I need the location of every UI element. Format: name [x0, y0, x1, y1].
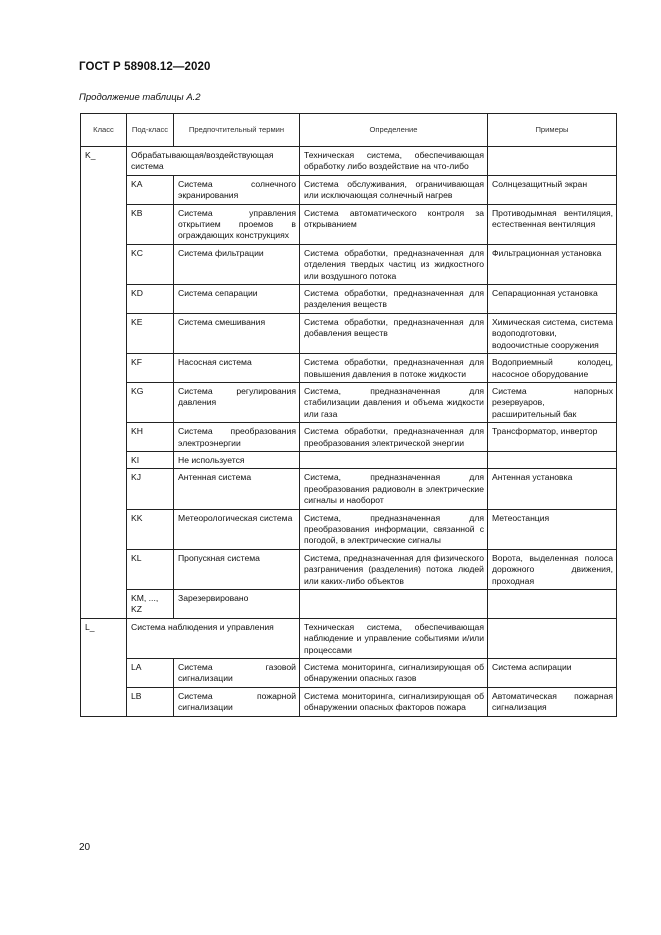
examples-cell: Система аспирации [488, 659, 617, 688]
subclass-code-cell: KA [127, 175, 174, 204]
definition-cell: Система обработки, предназначенная для повышения давления в потоке жидкости [300, 354, 488, 383]
definition-cell: Система обработки, предназначенная для отделения твердых частиц из жидкостного или воздушного потока [300, 244, 488, 284]
subclass-code-cell: KK [127, 509, 174, 549]
definition-cell: Система обработки, предназначенная для разделения веществ [300, 285, 488, 314]
table-row [81, 382, 617, 422]
class-group-row [81, 147, 617, 176]
term-cell: Система фильтрации [174, 244, 300, 284]
term-cell: Система сепарации [174, 285, 300, 314]
definition-cell: Система мониторинга, сигнализирующая об обнаружении опасных факторов пожара [300, 687, 488, 716]
table-row [81, 175, 617, 204]
definition-cell: Система, предназначенная для преобразования информации, связанной с погодой, в электрические сигналы [300, 509, 488, 549]
definition-cell [300, 590, 488, 619]
examples-cell: Фильтрационная установка [488, 244, 617, 284]
document-title: ГОСТ Р 58908.12—2020 [79, 61, 211, 73]
table-row [81, 549, 617, 589]
class-code-cell: L_ [81, 618, 127, 716]
term-cell: Антенная система [174, 469, 300, 509]
subclass-code-cell: KB [127, 204, 174, 244]
definition-cell [300, 451, 488, 468]
class-examples-cell [488, 147, 617, 176]
class-term-cell: Обрабатывающая/воздействующая система [127, 147, 300, 176]
examples-cell: Сепарационная установка [488, 285, 617, 314]
subclass-code-cell: KD [127, 285, 174, 314]
examples-cell: Автоматическая пожарная сигнализация [488, 687, 617, 716]
subclass-code-cell: KC [127, 244, 174, 284]
subclass-code-cell: KJ [127, 469, 174, 509]
examples-cell [488, 451, 617, 468]
table-row [81, 469, 617, 509]
subclass-code-cell: KH [127, 423, 174, 452]
term-cell: Система регулирования давления [174, 382, 300, 422]
term-cell: Система пожарной сигнализации [174, 687, 300, 716]
subclass-code-cell: LA [127, 659, 174, 688]
table-row [81, 659, 617, 688]
table-row [81, 313, 617, 353]
examples-cell: Солнцезащитный экран [488, 175, 617, 204]
term-cell: Система смешивания [174, 313, 300, 353]
definition-cell: Система автоматического контроля за открыванием [300, 204, 488, 244]
table-row [81, 687, 617, 716]
subclass-code-cell: KM, ..., KZ [127, 590, 174, 619]
examples-cell: Химическая система, система водоподготовки, водоочистные сооружения [488, 313, 617, 353]
subclass-code-cell: LB [127, 687, 174, 716]
table-row [81, 244, 617, 284]
term-cell: Насосная система [174, 354, 300, 383]
term-cell: Система управления открытием проемов в ограждающих конструкциях [174, 204, 300, 244]
definition-cell: Система, предназначенная для преобразования радиоволн в электрические сигналы и наоборот [300, 469, 488, 509]
class-definition-cell: Техническая система, обеспечивающая обработку либо воздействие на что-либо [300, 147, 488, 176]
subclass-code-cell: KE [127, 313, 174, 353]
table-row [81, 423, 617, 452]
examples-cell: Система напорных резервуаров, расширительный бак [488, 382, 617, 422]
header-examples: Примеры [488, 114, 617, 147]
definition-cell: Система обработки, предназначенная для преобразования электрической энергии [300, 423, 488, 452]
class-definition-cell: Техническая система, обеспечивающая наблюдение и управление событиями и/или процессами [300, 618, 488, 658]
class-group-row [81, 618, 617, 658]
subclass-code-cell: KF [127, 354, 174, 383]
definition-cell: Система обслуживания, ограничивающая или исключающая солнечный нагрев [300, 175, 488, 204]
table-body [81, 147, 617, 717]
term-cell: Система солнечного экранирования [174, 175, 300, 204]
definition-cell: Система, предназначенная для физического разграничения (разделения) потока людей или каких-либо объектов [300, 549, 488, 589]
examples-cell: Метеостанция [488, 509, 617, 549]
examples-cell: Водоприемный колодец, насосное оборудование [488, 354, 617, 383]
examples-cell: Ворота, выделенная полоса дорожного движения, проходная [488, 549, 617, 589]
table-row [81, 590, 617, 619]
term-cell: Метеорологическая система [174, 509, 300, 549]
header-class: Класс [81, 114, 127, 147]
term-cell: Система газовой сигнализации [174, 659, 300, 688]
table-row [81, 509, 617, 549]
header-definition: Определение [300, 114, 488, 147]
table-caption: Продолжение таблицы А.2 [79, 92, 201, 103]
header-subclass: Под-класс [127, 114, 174, 147]
term-cell: Пропускная система [174, 549, 300, 589]
examples-cell: Противодымная вентиляция, естественная вентиляция [488, 204, 617, 244]
classification-table [80, 113, 617, 717]
term-cell: Не используется [174, 451, 300, 468]
class-examples-cell [488, 618, 617, 658]
header-term: Предпочтительный термин [174, 114, 300, 147]
table-row [81, 451, 617, 468]
subclass-code-cell: KG [127, 382, 174, 422]
definition-cell: Система, предназначенная для стабилизации давления и объема жидкости или газа [300, 382, 488, 422]
class-code-cell: K_ [81, 147, 127, 619]
term-cell: Зарезервировано [174, 590, 300, 619]
examples-cell: Антенная установка [488, 469, 617, 509]
page-number: 20 [79, 842, 91, 853]
table-header-row [81, 114, 617, 147]
class-term-cell: Система наблюдения и управления [127, 618, 300, 658]
table-row [81, 354, 617, 383]
subclass-code-cell: KI [127, 451, 174, 468]
table-row [81, 285, 617, 314]
examples-cell [488, 590, 617, 619]
term-cell: Система преобразования электроэнергии [174, 423, 300, 452]
subclass-code-cell: KL [127, 549, 174, 589]
table-row [81, 204, 617, 244]
examples-cell: Трансформатор, инвертор [488, 423, 617, 452]
definition-cell: Система мониторинга, сигнализирующая об обнаружении опасных газов [300, 659, 488, 688]
definition-cell: Система обработки, предназначенная для добавления веществ [300, 313, 488, 353]
